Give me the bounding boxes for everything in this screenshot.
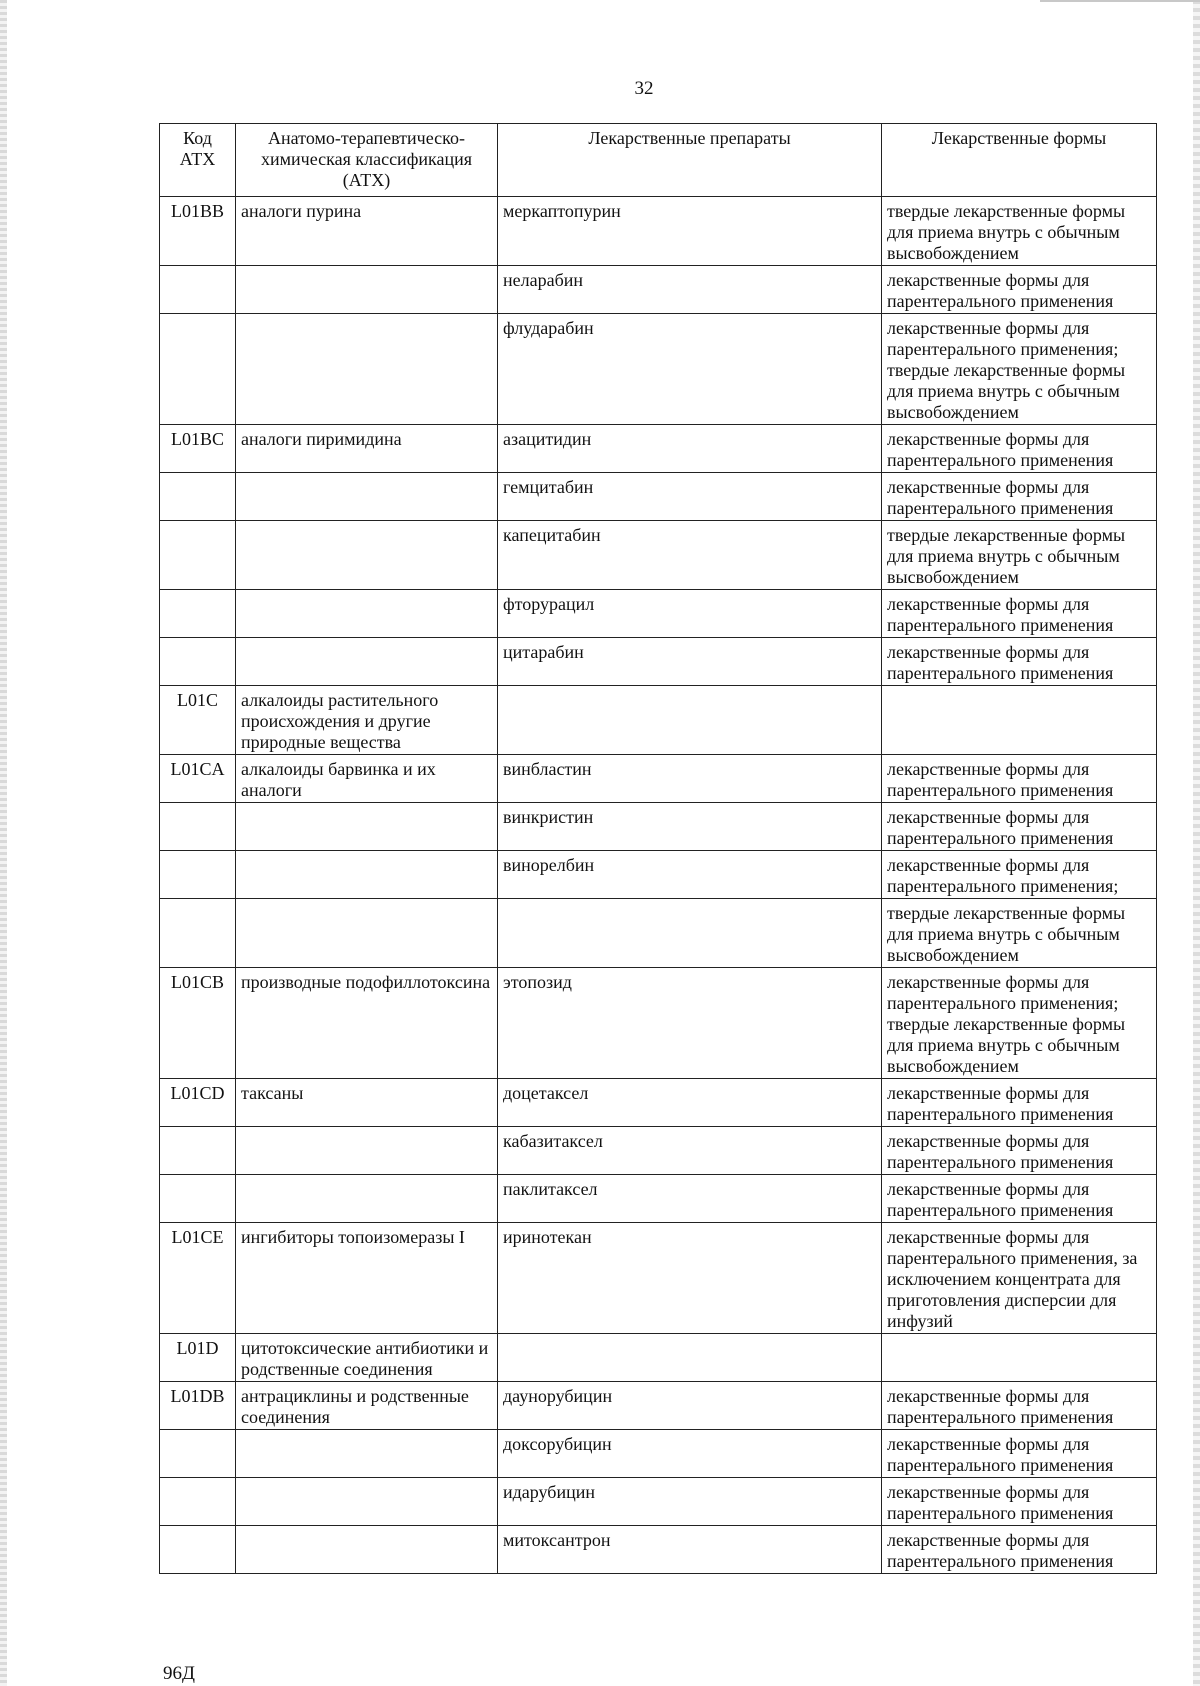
classification-cell <box>236 1478 498 1526</box>
header-code: Код АТХ <box>160 124 236 197</box>
atc-code-cell: L01CE <box>160 1223 236 1334</box>
table-row <box>160 314 1157 425</box>
form-cell: лекарственные формы для парентерального применения <box>882 473 1157 521</box>
form-cell: лекарственные формы для парентерального применения <box>882 638 1157 686</box>
table-row <box>160 851 1157 899</box>
table-row <box>160 755 1157 803</box>
form-cell: лекарственные формы для парентерального применения <box>882 1079 1157 1127</box>
classification-cell <box>236 851 498 899</box>
drug-cell <box>498 899 882 968</box>
atc-code-cell <box>160 266 236 314</box>
table-row <box>160 197 1157 266</box>
atc-code-cell: L01CA <box>160 755 236 803</box>
classification-cell <box>236 473 498 521</box>
drug-cell: доксорубицин <box>498 1430 882 1478</box>
drug-cell: флударабин <box>498 314 882 425</box>
form-cell: лекарственные формы для парентерального применения; твердые лекарственные формы для приема внутрь с обычным высвобождением <box>882 968 1157 1079</box>
header-forms: Лекарственные формы <box>882 124 1157 197</box>
form-cell: твердые лекарственные формы для приема внутрь с обычным высвобождением <box>882 521 1157 590</box>
drug-cell: винбластин <box>498 755 882 803</box>
table-row <box>160 1334 1157 1382</box>
atc-code-cell <box>160 638 236 686</box>
atc-code-cell <box>160 473 236 521</box>
drug-cell: этопозид <box>498 968 882 1079</box>
page-number: 32 <box>634 78 654 99</box>
form-cell: лекарственные формы для парентерального применения <box>882 1478 1157 1526</box>
form-cell: лекарственные формы для парентерального применения <box>882 266 1157 314</box>
scan-edge-left <box>0 0 7 1686</box>
classification-cell <box>236 590 498 638</box>
scan-edge-top <box>1040 0 1200 2</box>
form-cell: лекарственные формы для парентерального применения <box>882 755 1157 803</box>
drug-cell: азацитидин <box>498 425 882 473</box>
table-body <box>160 197 1157 1574</box>
form-cell: лекарственные формы для парентерального применения; <box>882 851 1157 899</box>
table-row <box>160 899 1157 968</box>
atc-code-cell <box>160 851 236 899</box>
table-row <box>160 473 1157 521</box>
table-row <box>160 1175 1157 1223</box>
atc-code-cell <box>160 1430 236 1478</box>
form-cell: лекарственные формы для парентерального применения <box>882 1526 1157 1574</box>
form-cell: лекарственные формы для парентерального применения, за исключением концентрата для приготовления дисперсии для инфузий <box>882 1223 1157 1334</box>
drug-cell: доцетаксел <box>498 1079 882 1127</box>
classification-cell: аналоги пиримидина <box>236 425 498 473</box>
atc-code-cell <box>160 1526 236 1574</box>
classification-cell: таксаны <box>236 1079 498 1127</box>
table-row <box>160 1382 1157 1430</box>
classification-cell <box>236 1526 498 1574</box>
classification-cell <box>236 803 498 851</box>
table-row <box>160 1223 1157 1334</box>
drug-cell: меркаптопурин <box>498 197 882 266</box>
atc-code-cell: L01BB <box>160 197 236 266</box>
drug-cell <box>498 686 882 755</box>
drug-cell: неларабин <box>498 266 882 314</box>
table-row <box>160 590 1157 638</box>
drug-cell: винорелбин <box>498 851 882 899</box>
atc-code-cell: L01D <box>160 1334 236 1382</box>
classification-cell <box>236 899 498 968</box>
drug-cell: даунорубицин <box>498 1382 882 1430</box>
classification-cell <box>236 521 498 590</box>
atc-code-cell: L01BC <box>160 425 236 473</box>
table-row <box>160 638 1157 686</box>
atc-code-cell <box>160 521 236 590</box>
form-cell: лекарственные формы для парентерального применения <box>882 803 1157 851</box>
drug-cell: фторурацил <box>498 590 882 638</box>
atc-code-cell <box>160 314 236 425</box>
header-classification: Анатомо-терапевтическо-химическая классификация (АТХ) <box>236 124 498 197</box>
scan-edge-right <box>1193 0 1200 1686</box>
classification-cell: аналоги пурина <box>236 197 498 266</box>
classification-cell <box>236 1430 498 1478</box>
form-cell: лекарственные формы для парентерального применения; твердые лекарственные формы для приема внутрь с обычным высвобождением <box>882 314 1157 425</box>
form-cell <box>882 686 1157 755</box>
table-row <box>160 425 1157 473</box>
table-row <box>160 1430 1157 1478</box>
drug-cell: митоксантрон <box>498 1526 882 1574</box>
atc-code-cell <box>160 590 236 638</box>
classification-cell: ингибиторы топоизомеразы I <box>236 1223 498 1334</box>
table-row <box>160 266 1157 314</box>
form-cell: твердые лекарственные формы для приема внутрь с обычным высвобождением <box>882 899 1157 968</box>
atc-drug-table <box>159 123 1157 1574</box>
drug-cell: идарубицин <box>498 1478 882 1526</box>
drug-cell: иринотекан <box>498 1223 882 1334</box>
form-cell: лекарственные формы для парентерального применения <box>882 1430 1157 1478</box>
classification-cell: алкалоиды барвинка и их аналоги <box>236 755 498 803</box>
form-cell: лекарственные формы для парентерального применения <box>882 590 1157 638</box>
table-row <box>160 1127 1157 1175</box>
classification-cell <box>236 1127 498 1175</box>
form-cell: лекарственные формы для парентерального применения <box>882 1175 1157 1223</box>
drug-cell <box>498 1334 882 1382</box>
table-row <box>160 521 1157 590</box>
table-row <box>160 968 1157 1079</box>
drug-cell: винкристин <box>498 803 882 851</box>
table-row <box>160 803 1157 851</box>
table-row <box>160 686 1157 755</box>
table-row <box>160 1526 1157 1574</box>
atc-code-cell: L01DB <box>160 1382 236 1430</box>
classification-cell: производные подофиллотоксина <box>236 968 498 1079</box>
table-row <box>160 1478 1157 1526</box>
drug-cell: паклитаксел <box>498 1175 882 1223</box>
form-cell <box>882 1334 1157 1382</box>
atc-code-cell <box>160 803 236 851</box>
classification-cell <box>236 314 498 425</box>
table-header-row <box>160 124 1157 197</box>
classification-cell <box>236 638 498 686</box>
atc-code-cell: L01CB <box>160 968 236 1079</box>
form-cell: лекарственные формы для парентерального применения <box>882 1382 1157 1430</box>
form-cell: лекарственные формы для парентерального применения <box>882 1127 1157 1175</box>
drug-cell: гемцитабин <box>498 473 882 521</box>
classification-cell: антрациклины и родственные соединения <box>236 1382 498 1430</box>
classification-cell: цитотоксические антибиотики и родственные соединения <box>236 1334 498 1382</box>
table-row <box>160 1079 1157 1127</box>
form-cell: лекарственные формы для парентерального применения <box>882 425 1157 473</box>
header-drugs: Лекарственные препараты <box>498 124 882 197</box>
classification-cell: алкалоиды растительного происхождения и другие природные вещества <box>236 686 498 755</box>
form-cell: твердые лекарственные формы для приема внутрь с обычным высвобождением <box>882 197 1157 266</box>
drug-cell: капецитабин <box>498 521 882 590</box>
classification-cell <box>236 1175 498 1223</box>
atc-code-cell <box>160 1478 236 1526</box>
drug-cell: кабазитаксел <box>498 1127 882 1175</box>
atc-code-cell <box>160 1127 236 1175</box>
classification-cell <box>236 266 498 314</box>
atc-code-cell <box>160 899 236 968</box>
atc-code-cell: L01CD <box>160 1079 236 1127</box>
footer-code: 96Д <box>163 1663 195 1684</box>
atc-code-cell: L01C <box>160 686 236 755</box>
atc-code-cell <box>160 1175 236 1223</box>
drug-cell: цитарабин <box>498 638 882 686</box>
